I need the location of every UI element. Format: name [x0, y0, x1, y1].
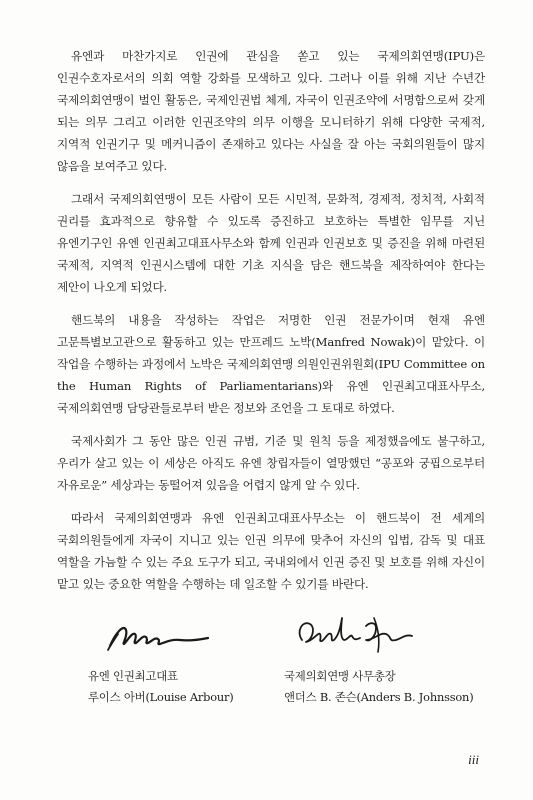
signatory-johnsson	[284, 610, 484, 708]
paragraph: 국제사회가 그 동안 많은 인권 규범, 기준 및 원칙 등을 제정했음에도 불구하고, 우리가 살고 있는 이 세상은 아직도 유엔 창립자들이 열망했던 “공포와 궁핍으로부터 자유로운” 세상과는 동떨어져 있음을 어렵지 않게 알 수 있다.	[57, 434, 485, 492]
signatory-name: 루이스 아버(Louise Arbour)	[88, 690, 234, 704]
page-number: iii	[468, 752, 479, 767]
handwritten-signature-johnsson	[284, 610, 434, 658]
paragraph: 유엔과 마찬가지로 인권에 관심을 쏟고 있는 국제의회연맹(IPU)은 인권수호자로서의 의회 역할 강화를 모색하고 있다. 그러나 이를 위해 지난 수년간 국제의회연맹이 벌인 활동은, 국제인권법 체계, 자국이 인권조약에 서명함으로써 갖게 되는 의무 그리고 이러한 인권조약의 의무 이행을 모니터하기 위해 다양한 국제적, 지역적 인권기구 및 메커니즘이 존재하고 있다는 사실을 잘 아는 국회의원들이 많지 않음을 보여주고 있다.	[57, 49, 485, 173]
paragraph: 따라서 국제의회연맹과 유엔 인권최고대표사무소는 이 핸드북이 전 세계의 국회의원들에게 자국이 지니고 있는 인권 의무에 맞추어 자신의 입법, 감독 및 대표 역할을 가늠할 수 있는 주요 도구가 되고, 국내외에서 인권 증진 및 보호를 위해 자신이 맡고 있는 중요한 역할을 수행하는 데 일조할 수 있기를 바란다.	[57, 511, 485, 591]
handwritten-signature-arbour	[88, 610, 238, 658]
paragraph: 핸드북의 내용을 작성하는 작업은 저명한 인권 전문가이며 현재 유엔 고문특별보고관으로 활동하고 있는 만프레드 노박(Manfred Nowak)이 맡았다. 이 작업을 수행하는 과정에서 노박은 국제의회연맹 의원인권위원회(IPU Committee on the Human Rights of Parliamentarians)와 유엔 인권최고대표사무소, 국제의회연맹 담당관들로부터 받은 정보와 조언을 그 토대로 하였다.	[57, 313, 485, 415]
paragraph: 그래서 국제의회연맹이 모든 사람이 모든 시민적, 문화적, 경제적, 정치적, 사회적 권리를 효과적으로 향유할 수 있도록 증진하고 보호하는 특별한 임무를 지닌 유엔기구인 유엔 인권최고대표사무소와 함께 인권과 인권보호 및 증진을 위해 마련된 국제적, 지역적 인권시스템에 대한 기초 지식을 담은 핸드북을 제작하여야 한다는 제안이 나오게 되었다.	[57, 192, 485, 294]
signatory-title: 유엔 인권최고대표	[88, 669, 178, 683]
signatory-name: 앤더스 B. 존슨(Anders B. Johnsson)	[284, 690, 474, 704]
signatory-title: 국제의회연맹 사무총장	[284, 669, 396, 683]
foreword-body	[57, 45, 485, 606]
signatory-arbour	[88, 610, 288, 708]
signature-section	[88, 610, 488, 715]
